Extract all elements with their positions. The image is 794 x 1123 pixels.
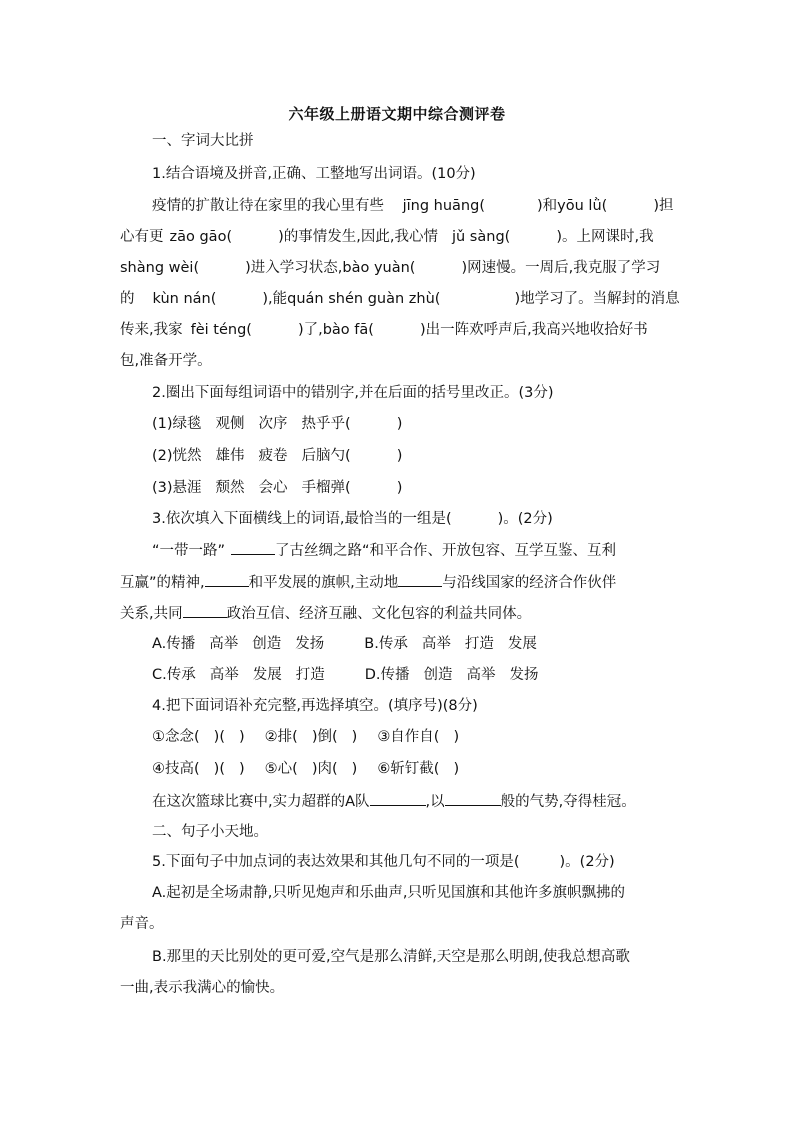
text: 与沿线国家的经济合作伙伴 [442, 575, 617, 591]
question-1-line-3 [120, 259, 660, 277]
pinyin: zāo gāo( [169, 229, 233, 245]
text: )。(2分) [497, 511, 553, 527]
question-1-line-1 [152, 197, 673, 215]
question-2-prompt: 2.圈出下面每组词语中的错别字,并在后面的括号里改正。(3分) [152, 385, 554, 401]
word: 观侧 [215, 416, 245, 432]
option: 打造 [464, 636, 494, 652]
question-3-para-2 [120, 573, 616, 592]
option: B.传承 [364, 636, 408, 652]
fill-blank [370, 792, 426, 806]
idiom: ) [351, 761, 358, 777]
question-1-prompt: 1.结合语境及拼音,正确、工整地写出词语。(10分) [152, 166, 476, 182]
question-2-row-3 [152, 479, 402, 497]
idiom: )( [213, 729, 225, 745]
idiom: ) [238, 729, 245, 745]
word: (3)悬涯 [152, 480, 202, 496]
question-4-row-1 [152, 728, 459, 746]
question-4-sentence [152, 792, 636, 811]
question-3-para-1 [152, 541, 616, 560]
question-1-line-4 [120, 290, 680, 308]
text: 和平发展的旗帜,主动地 [248, 575, 399, 591]
pinyin: quán shén guàn zhù( [287, 291, 441, 307]
question-4-prompt: 4.把下面词语补充完整,再选择填空。(填序号)(8分) [152, 698, 478, 714]
question-5-option-a-line-1: A.起初是全场肃静,只听见炮声和乐曲声,只听见国旗和其他许多旗帜飘拂的 [152, 885, 625, 901]
question-3-prompt [152, 510, 553, 528]
idiom: ③自作自( [377, 729, 440, 745]
word: 会心 [258, 480, 288, 496]
question-1-line-6: 包,准备开学。 [120, 353, 212, 369]
fill-blank [398, 573, 442, 587]
idiom: )倒( [311, 729, 338, 745]
section-heading-2: 二、句子小天地。 [152, 824, 268, 840]
pinyin: bào fā( [322, 322, 374, 338]
text: 心有更 [120, 229, 164, 245]
text: 3.依次填入下面横线上的词语,最恰当的一组是( [152, 511, 452, 527]
option: 发展 [252, 667, 282, 683]
pinyin: jǔ sàng( [451, 229, 511, 245]
question-3-options-ab [152, 635, 537, 653]
text: )地学习了。当解封的消息 [514, 291, 680, 307]
text: )担 [653, 198, 674, 214]
question-1-line-5 [120, 321, 648, 339]
text: )。上网课时,我 [556, 229, 654, 245]
idiom: ) [238, 761, 245, 777]
idiom: ①念念( [152, 729, 200, 745]
word: 雄伟 [215, 448, 245, 464]
question-3-para-3 [120, 604, 531, 623]
pinyin: jīng huāng( [402, 198, 485, 214]
idiom: ) [351, 729, 358, 745]
word: (2)恍然 [152, 448, 202, 464]
text: ,以 [425, 794, 445, 810]
question-5-option-a-line-2: 声音。 [120, 916, 164, 932]
idiom: )肉( [311, 761, 338, 777]
text: )了, [297, 322, 323, 338]
text: 疫情的扩散让待在家里的我心里有些 [152, 198, 384, 214]
option: D.传播 [364, 667, 410, 683]
text: 在这次篮球比赛中,实力超群的A队 [152, 794, 370, 810]
text: )进入学习状态, [245, 260, 343, 276]
text: 互赢”的精神, [120, 575, 205, 591]
pinyin: shàng wèi( [120, 260, 200, 276]
option: 高举 [466, 667, 496, 683]
idiom: ⑤心( [264, 761, 298, 777]
idiom: ) [453, 761, 460, 777]
fill-blank [183, 604, 227, 618]
question-5-option-b-line-2: 一曲,表示我满心的愉快。 [120, 980, 285, 996]
option: 创造 [423, 667, 453, 683]
text: 5.下面句子中加点词的表达效果和其他几句不同的一项是( [152, 854, 520, 870]
option: A.传播 [152, 636, 196, 652]
text: 了古丝绸之路“和平合作、开放包容、互学互鉴、互利 [275, 543, 617, 559]
question-5-option-b-line-1: B.那里的天比别处的更可爱,空气是那么清鲜,天空是那么明朗,使我总想高歌 [152, 949, 630, 965]
text: )的事情发生,因此,我心情 [278, 229, 438, 245]
option: 高举 [209, 636, 239, 652]
idiom: ②排( [264, 729, 298, 745]
option: 高举 [421, 636, 451, 652]
text: ),能 [262, 291, 288, 307]
paren: ) [396, 448, 403, 464]
question-1-line-2 [120, 228, 654, 246]
fill-blank [205, 573, 249, 587]
question-5-prompt [152, 853, 615, 871]
option: C.传承 [152, 667, 196, 683]
question-3-options-cd [152, 666, 539, 684]
paren: ) [396, 416, 403, 432]
text: 关系,共同 [120, 606, 183, 622]
text: )网速慢。一周后,我克服了学习 [461, 260, 661, 276]
text: )出一阵欢呼声后,我高兴地收拾好书 [419, 322, 648, 338]
text: 的 [120, 291, 135, 307]
idiom: ④技高( [152, 761, 200, 777]
word: 次序 [258, 416, 288, 432]
option: 发扬 [295, 636, 325, 652]
idiom: )( [213, 761, 225, 777]
word: (1)绿毯 [152, 416, 202, 432]
page-title: 六年级上册语文期中综合测评卷 [288, 105, 506, 123]
word: 热乎乎( [301, 416, 351, 432]
fill-blank [231, 541, 275, 555]
fill-blank [445, 792, 501, 806]
paren: ) [396, 480, 403, 496]
option: 发展 [507, 636, 537, 652]
option: 创造 [252, 636, 282, 652]
question-2-row-2 [152, 447, 402, 465]
pinyin: fèi téng( [190, 322, 252, 338]
option: 高举 [209, 667, 239, 683]
idiom: ⑥斩钉截( [377, 761, 440, 777]
text: )。(2分) [559, 854, 615, 870]
pinyin: yōu lǜ( [557, 198, 608, 214]
word: 后脑勺( [301, 448, 351, 464]
text: 传来,我家 [120, 322, 183, 338]
pinyin: bào yuàn( [342, 260, 416, 276]
option: 发扬 [509, 667, 539, 683]
word: 手榴弹( [301, 480, 351, 496]
text: “一带一路” [152, 543, 226, 559]
question-4-row-2 [152, 760, 459, 778]
text: 政治互信、经济互融、文化包容的利益共同体。 [226, 606, 532, 622]
word: 颓然 [215, 480, 245, 496]
section-heading-1: 一、字词大比拼 [152, 133, 254, 149]
option: 打造 [295, 667, 325, 683]
question-2-row-1 [152, 415, 402, 433]
text: )和 [537, 198, 558, 214]
idiom: ) [453, 729, 460, 745]
word: 疲卷 [258, 448, 288, 464]
pinyin: kùn nán( [152, 291, 217, 307]
text: 般的气势,夺得桂冠。 [500, 794, 636, 810]
